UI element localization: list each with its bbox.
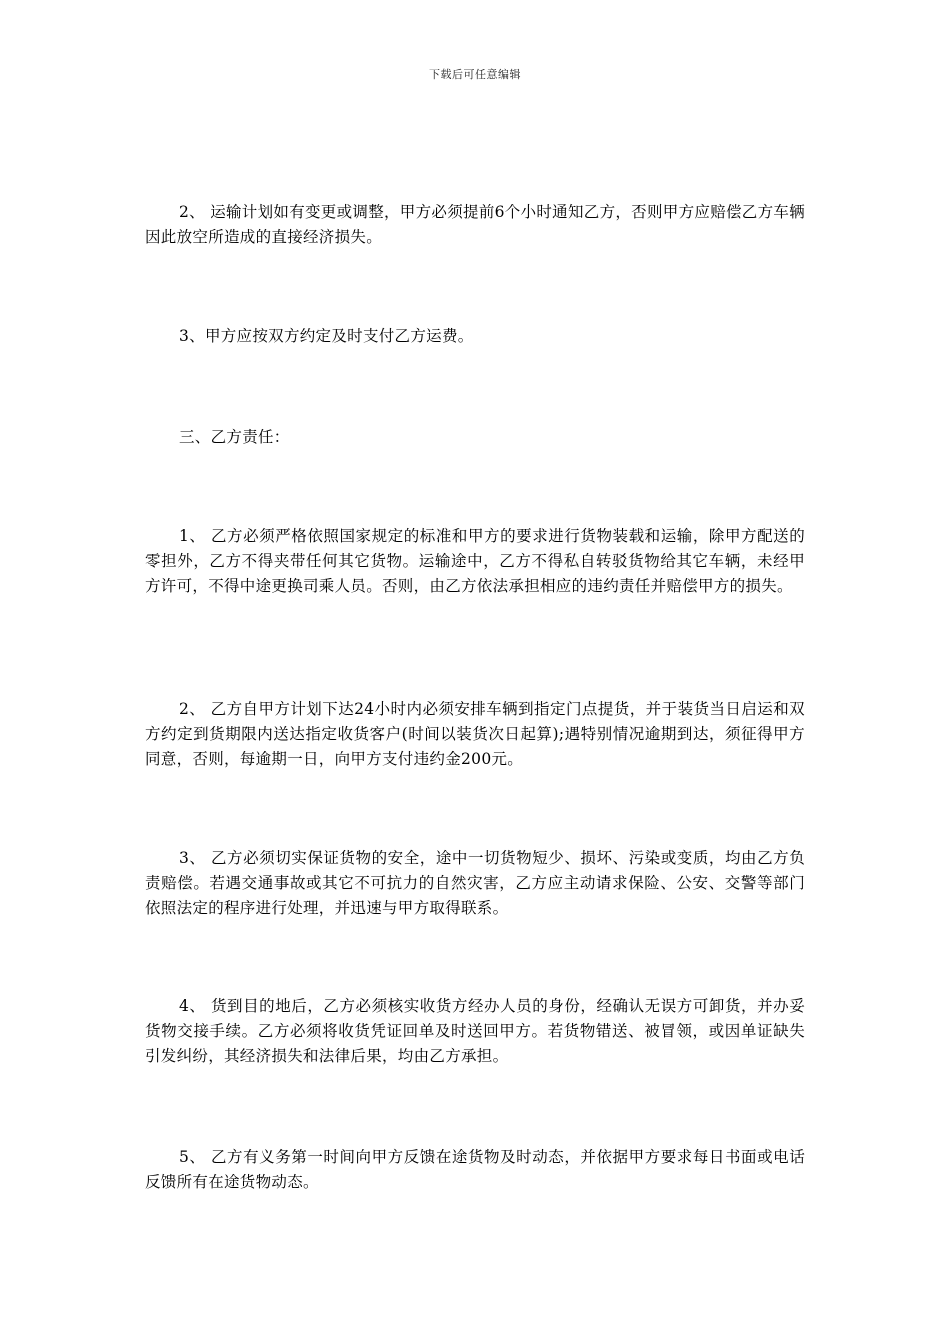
section-heading-party-b-duties: 三、乙方责任： bbox=[179, 428, 290, 446]
paragraph-party-b-clause-1: 1、 乙方必须严格依照国家规定的标准和甲方的要求进行货物装载和运输，除甲方配送的零担外，乙方不得夹带任何其它货物。运输途中，乙方不得私自转驳货物给其它车辆，未经甲方许可，不得中途更换司乘人员。否则，由乙方依法承担相应的违约责任并赔偿甲方的损失。 bbox=[145, 527, 805, 595]
paragraph-party-b-clause-3: 3、 乙方必须切实保证货物的安全，途中一切货物短少、损坏、污染或变质，均由乙方负责赔偿。若遇交通事故或其它不可抗力的自然灾害，乙方应主动请求保险、公安、交警等部门依照法定的程序进行处理，并迅速与甲方取得联系。 bbox=[145, 849, 805, 917]
paragraph-party-a-clause-3: 3、甲方应按双方约定及时支付乙方运费。 bbox=[179, 327, 474, 345]
paragraph-party-b-clause-4: 4、 货到目的地后，乙方必须核实收货方经办人员的身份，经确认无误方可卸货，并办妥货物交接手续。乙方必须将收货凭证回单及时送回甲方。若货物错送、被冒领，或因单证缺失引发纠纷，其经济损失和法律后果，均由乙方承担。 bbox=[145, 997, 805, 1065]
page-header: 下载后可任意编辑 bbox=[429, 68, 521, 81]
paragraph-party-b-clause-5: 5、 乙方有义务第一时间向甲方反馈在途货物及时动态，并依据甲方要求每日书面或电话反馈所有在途货物动态。 bbox=[145, 1148, 805, 1191]
paragraph-party-b-clause-2: 2、 乙方自甲方计划下达24小时内必须安排车辆到指定门点提货，并于装货当日启运和双方约定到货期限内送达指定收货客户(时间以装货次日起算);遇特别情况逾期到达，须征得甲方同意，否则，每逾期一日，向甲方支付违约金200元。 bbox=[145, 700, 805, 768]
paragraph-party-a-clause-2: 2、 运输计划如有变更或调整，甲方必须提前6个小时通知乙方，否则甲方应赔偿乙方车辆因此放空所造成的直接经济损失。 bbox=[145, 203, 805, 246]
